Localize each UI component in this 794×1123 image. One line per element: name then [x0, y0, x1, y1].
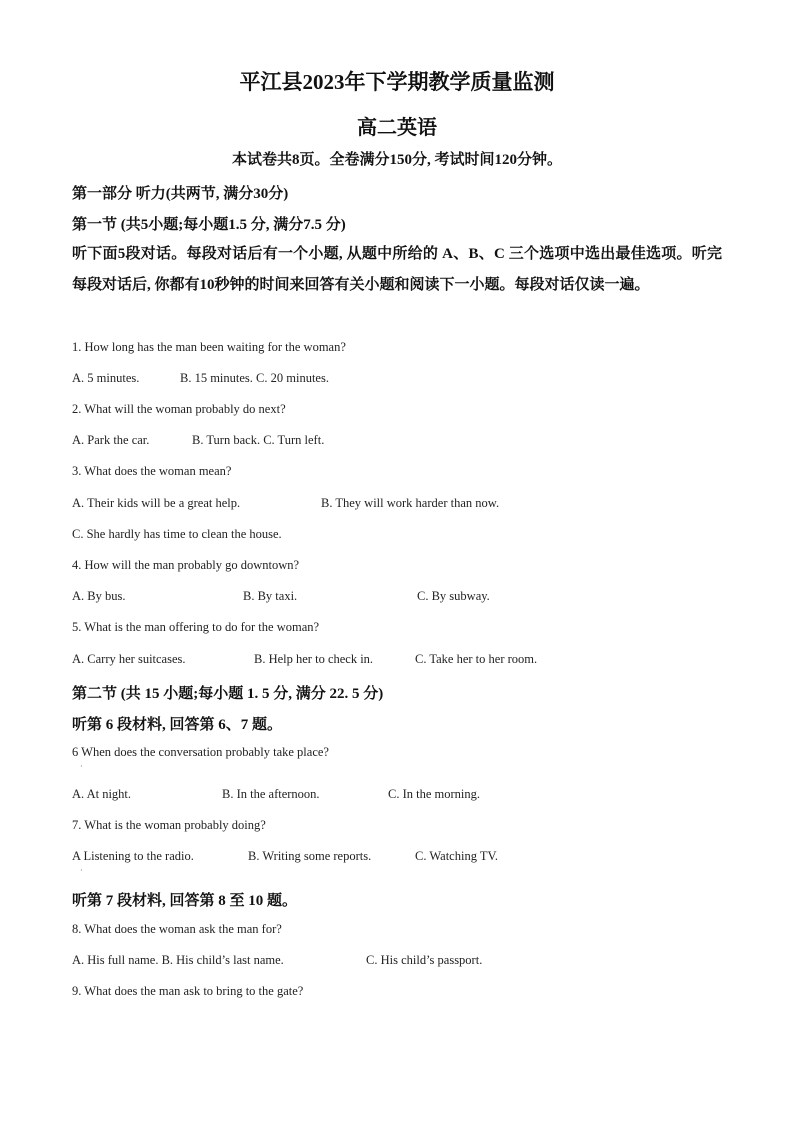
q3-option-c: C. She hardly has time to clean the house.	[72, 527, 282, 541]
q3-option-a: A. Their kids will be a great help.	[72, 496, 241, 510]
q5-option-a: A. Carry her suitcases.	[72, 652, 186, 666]
q6-option-b: B. In the afternoon.	[222, 787, 320, 801]
question-2: 2. What will the woman probably do next?	[72, 402, 286, 416]
question-5: 5. What is the man offering to do for the woman?	[72, 620, 320, 634]
q1-option-a: A. 5 minutes.	[72, 371, 140, 385]
exam-subtitle: 高二英语	[357, 117, 437, 139]
q1-option-bc: B. 15 minutes. C. 20 minutes.	[180, 371, 329, 385]
section1-instructions: 听下面5段对话。每段对话后有一个小题, 从题中所给的 A、B、C 三个选项中选出最佳选项。听完每段对话后, 你都有10秒钟的时间来回答有关小题和阅读下一小题。每段对话仅读一遍。	[72, 246, 722, 293]
passage6-heading: 听第 6 段材料, 回答第 6、7 题。	[72, 717, 283, 733]
q6-option-c: C. In the morning.	[388, 787, 481, 801]
exam-title: 平江县2023年下学期教学质量监测	[239, 70, 555, 94]
question-3: 3. What does the woman mean?	[72, 464, 232, 478]
q3-option-b: B. They will work harder than now.	[321, 496, 500, 510]
q2-option-a: A. Park the car.	[72, 433, 150, 447]
question-8: 8. What does the woman ask the man for?	[72, 922, 282, 936]
q5-option-c: C. Take her to her room.	[415, 652, 538, 666]
q8-option-c: C. His child’s passport.	[366, 953, 483, 967]
exam-page: 平江县2023年下学期教学质量监测 高二英语 本试卷共8页。全卷满分150分, 考试时间120分钟。 第一部分 听力(共两节, 满分30分) 第一节 (共5小题;每小题1.5 分, 满分7.5 分) 听下面5段对话。每段对话后有一个小题, 从题中所给的 A、B、C 三个选项中选出最佳选项。听完每段对话后, 你都有10秒钟的时间来回答有关小题和阅读下一小题。每段对话仅读一遍。 1. How long has the man been waiting for the woman? A. 5 minutes. B. 15 minutes. C. 20 minutes. 2. What will the woman probably do next? A. Park the car. B. Turn back. C. Turn left. 3. What does the woman mean? A. Their kids will be a great help. B. They will work harder than now. C. She hardly has time to clean the house. 4. How will the man probably go downtown? A. By bus. B. By taxi. C. By subway. 5. What is the man offering to do for the woman? A. Carry her suitcases. B. Help her to check in. C. Take her to her room. 第二节 (共 15 小题;每小题 1. 5 分, 满分 22. 5 分) 听第 6 段材料, 回答第 6、7 题。 6 When does the conversation probably take place? · A. At night. B. In the afternoon. C. In the morning. 7. What is the woman probably doing? A Listening to the radio. B. Writing some reports. C. Watching TV. · 听第 7 段材料, 回答第 8 至 10 题。 8. What does the woman ask the man for? A. His full name. B. His child’s last name. C. His child’s passport. 9. What does the man ask to bring to the gate?	[0, 0, 794, 1123]
q6-option-a: A. At night.	[72, 787, 132, 801]
section2-heading: 第二节 (共 15 小题;每小题 1. 5 分, 满分 22. 5 分)	[72, 686, 384, 702]
exam-note: 本试卷共8页。全卷满分150分, 考试时间120分钟。	[231, 152, 562, 168]
q7-option-c: C. Watching TV.	[415, 849, 499, 863]
question-1: 1. How long has the man been waiting for the woman?	[72, 340, 346, 354]
question-7: 7. What is the woman probably doing?	[72, 818, 266, 832]
question-4: 4. How will the man probably go downtown?	[72, 558, 300, 572]
q5-option-b: B. Help her to check in.	[254, 652, 374, 666]
q7-option-b: B. Writing some reports.	[248, 849, 372, 863]
q8-option-ab: A. His full name. B. His child’s last name.	[72, 953, 284, 967]
q7-option-a: A Listening to the radio.	[72, 849, 194, 863]
q4-option-b: B. By taxi.	[243, 589, 298, 603]
question-9: 9. What does the man ask to bring to the gate?	[72, 984, 304, 998]
q4-option-c: C. By subway.	[417, 589, 490, 603]
q4-option-a: A. By bus.	[72, 589, 126, 603]
section1-heading: 第一节 (共5小题;每小题1.5 分, 满分7.5 分)	[72, 217, 346, 233]
question-6: 6 When does the conversation probably take place?	[72, 745, 329, 759]
part1-heading: 第一部分 听力(共两节, 满分30分)	[72, 186, 289, 202]
q2-option-bc: B. Turn back. C. Turn left.	[192, 433, 325, 447]
passage7-heading: 听第 7 段材料, 回答第 8 至 10 题。	[72, 893, 298, 909]
